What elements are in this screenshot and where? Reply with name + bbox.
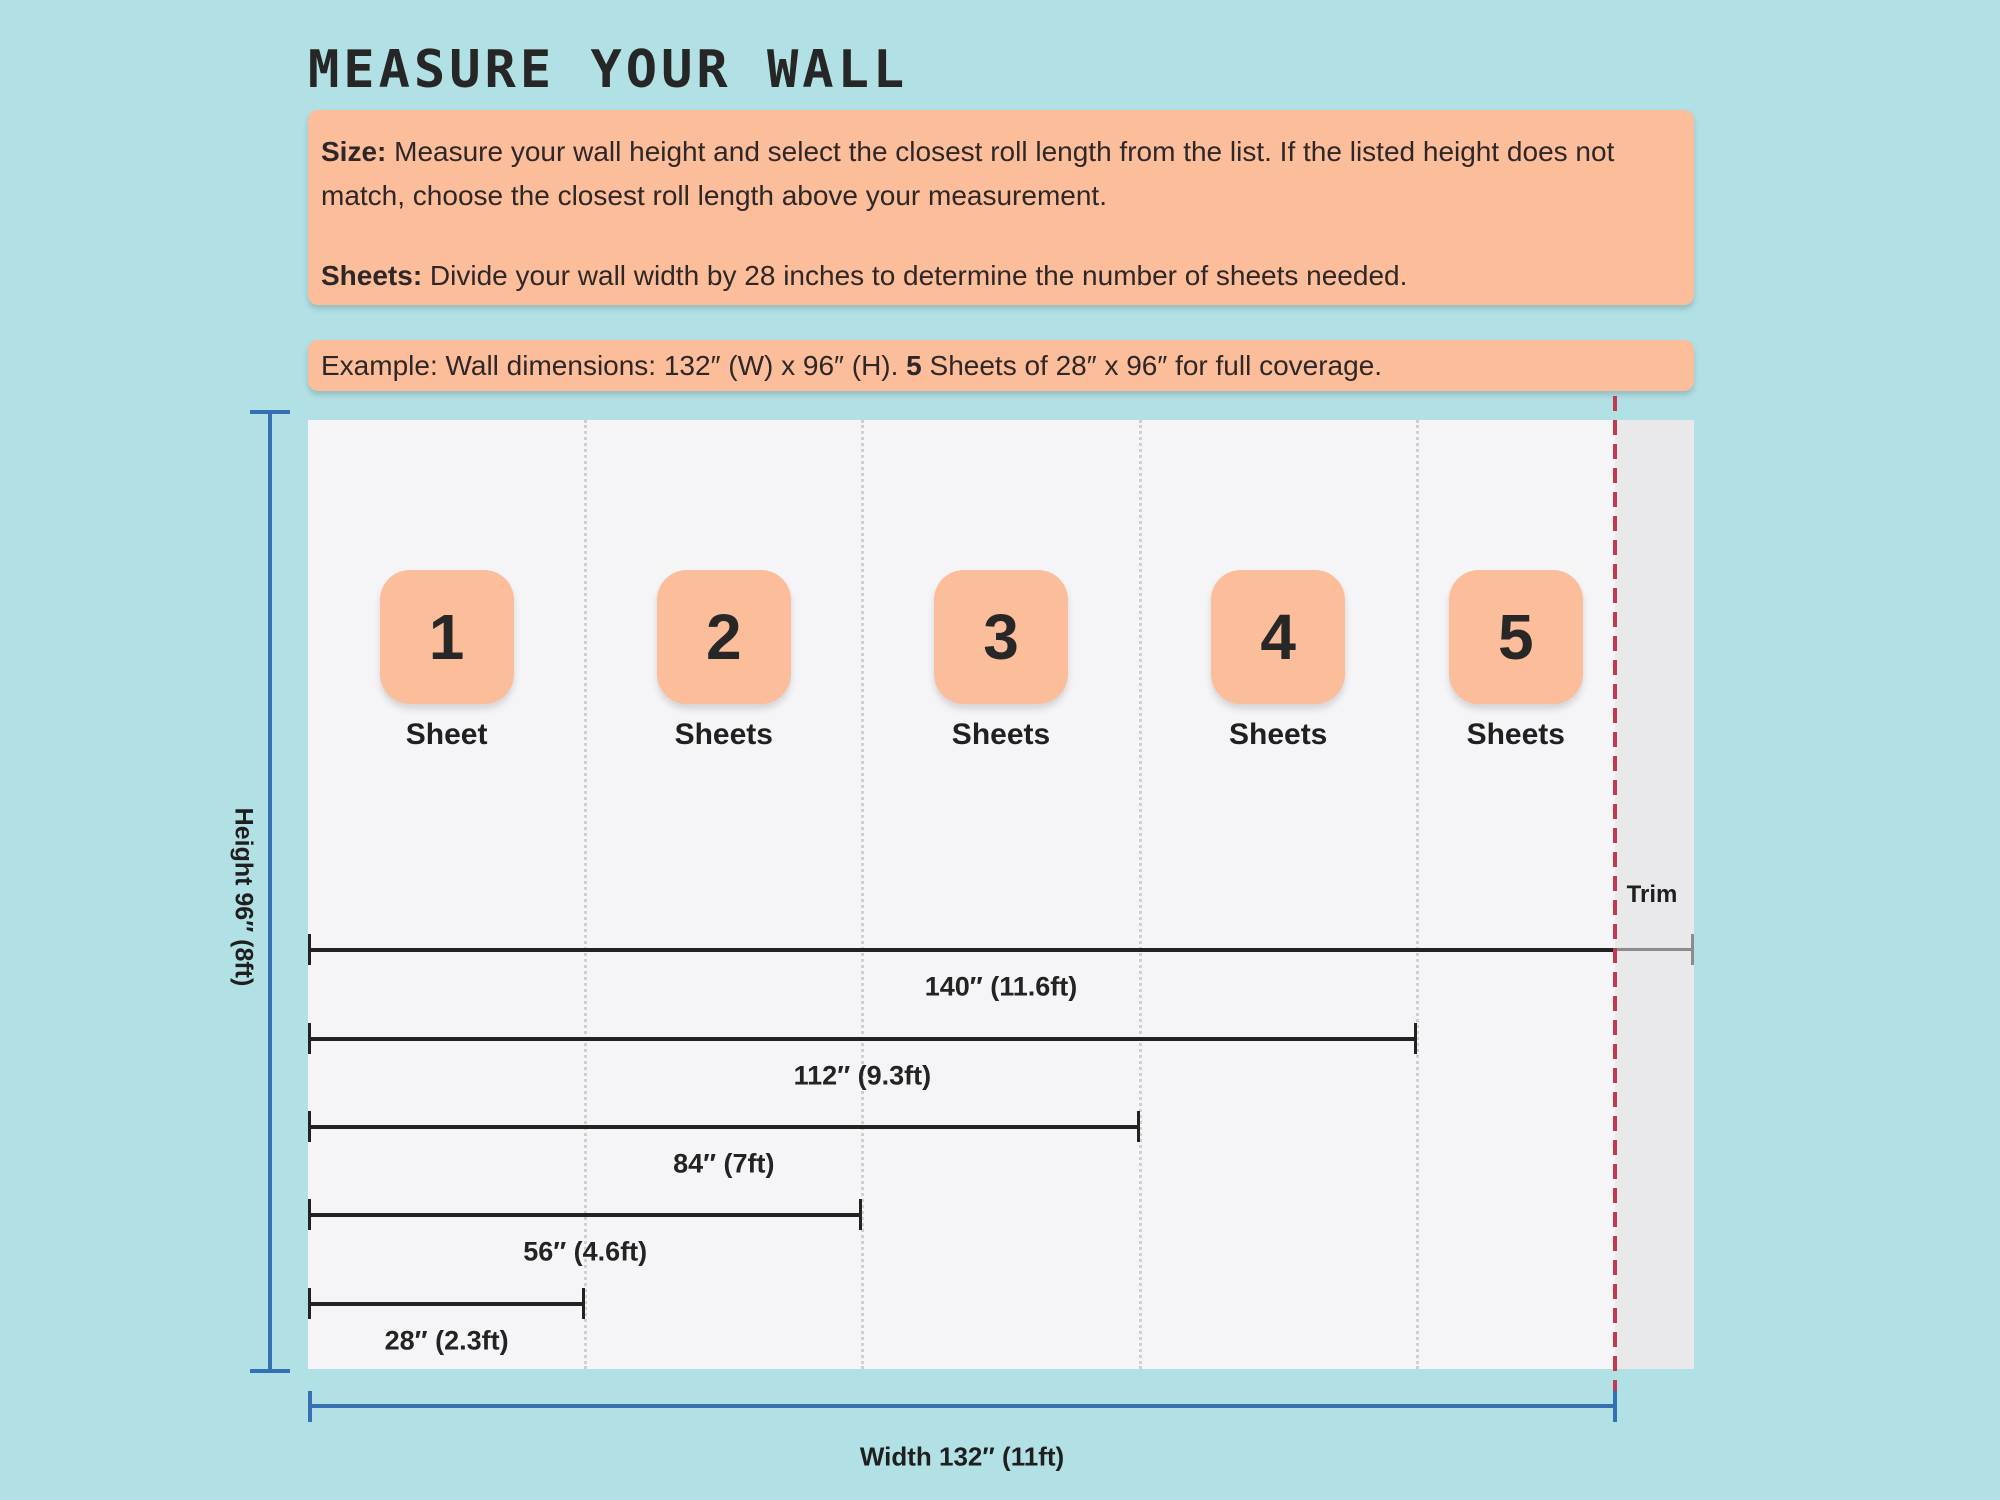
measurement-start-tick xyxy=(308,1199,311,1230)
sheet-count-label: Sheets xyxy=(1466,718,1565,751)
sheet-count-label: Sheets xyxy=(951,718,1051,751)
measurement-end-tick xyxy=(1414,1023,1417,1054)
sheet-column-divider xyxy=(1416,420,1419,1369)
measurement-line xyxy=(308,1302,585,1306)
measurement-start-tick xyxy=(308,1111,311,1142)
measurement-end-tick xyxy=(1137,1111,1140,1142)
measurement-line-segment xyxy=(308,1037,1417,1041)
size-instruction xyxy=(321,130,1668,218)
sheet-count-badge: 5 xyxy=(1449,570,1583,704)
measurement-end-tick xyxy=(1691,934,1694,965)
width-bracket xyxy=(308,1404,1617,1408)
measurement-start-tick xyxy=(308,1288,311,1319)
sheet-count-label: Sheets xyxy=(1228,718,1328,751)
wall-width-label: Width 132″ (11ft) xyxy=(859,1441,1065,1472)
example-text-suffix: Sheets of 28″ x 96″ for full coverage. xyxy=(921,350,1383,381)
trim-cut-line xyxy=(1613,396,1617,1392)
measurement-line xyxy=(308,1213,862,1217)
page-title: MEASURE YOUR WALL xyxy=(308,40,909,100)
measurement-line-segment xyxy=(308,1125,1140,1129)
example-sheet-count: 5 xyxy=(906,350,922,381)
sheet-count-badge: 1 xyxy=(380,570,514,704)
measurement-line-segment xyxy=(308,1213,862,1217)
measurement-line-segment xyxy=(308,1302,585,1306)
sheet-count-badge: 4 xyxy=(1211,570,1345,704)
height-bracket xyxy=(268,412,272,1373)
sheets-instruction xyxy=(321,254,1668,298)
width-bracket-right-cap xyxy=(1613,1391,1617,1422)
height-bracket-top-cap xyxy=(250,410,290,414)
sheet-count-badge: 2 xyxy=(657,570,791,704)
sheet-count-label: Sheet xyxy=(405,718,488,751)
example-text-prefix: Example: Wall dimensions: 132″ (W) x 96″ (H). xyxy=(321,350,907,381)
measurement-line-trim-segment xyxy=(1615,948,1694,951)
sheet-count-badge: 3 xyxy=(934,570,1068,704)
measurement-line xyxy=(308,1037,1417,1041)
wall-height-label: Height 96″ (8ft) xyxy=(229,807,258,987)
measurement-label: 112″ (9.3ft) xyxy=(793,1060,932,1091)
width-bracket-left-cap xyxy=(308,1391,312,1422)
sheet-count-label: Sheets xyxy=(674,718,773,751)
trim-label: Trim xyxy=(1626,881,1678,908)
measurement-line xyxy=(308,948,1694,952)
sheets-instruction-text: Divide your wall width by 28 inches to determine the number of sheets needed. xyxy=(422,260,1408,291)
height-bracket-bottom-cap xyxy=(250,1369,290,1373)
sheet-column-divider xyxy=(584,420,587,1369)
measurement-label: 84″ (7ft) xyxy=(673,1148,775,1179)
measurement-end-tick xyxy=(859,1199,862,1230)
measurement-start-tick xyxy=(308,934,311,965)
sheet-column-divider xyxy=(1139,420,1142,1369)
wall-diagram-panel xyxy=(308,420,1694,1369)
measurement-label: 140″ (11.6ft) xyxy=(924,971,1078,1002)
sheets-instruction-label: Sheets: xyxy=(321,260,423,291)
measurement-label: 56″ (4.6ft) xyxy=(523,1236,648,1267)
measurement-end-tick xyxy=(582,1288,585,1319)
example-box xyxy=(308,340,1694,391)
measurement-label: 28″ (2.3ft) xyxy=(384,1325,509,1356)
size-instruction-text: Measure your wall height and select the closest roll length from the list. If the listed height does not match, choose the closest roll length above your measurement. xyxy=(321,136,1615,211)
measurement-line-segment xyxy=(308,948,1615,952)
measurement-line xyxy=(308,1125,1140,1129)
instructions-box xyxy=(308,110,1694,305)
measurement-start-tick xyxy=(308,1023,311,1054)
size-instruction-label: Size: xyxy=(321,136,387,167)
